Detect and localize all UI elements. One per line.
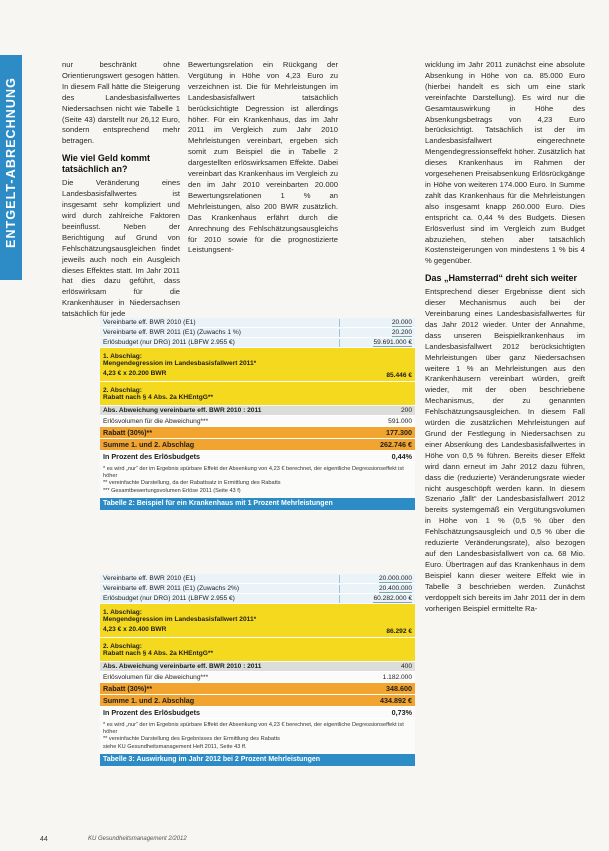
row-value: 59.691.000 € (373, 338, 412, 346)
row-value: 1.182.000 (382, 673, 412, 681)
table-footnotes (100, 463, 415, 498)
paragraph: wicklung im Jahr 2011 zunächst eine absolute Absenkung in Höhe von ca. 85.000 Euro (hierbei handelt es sich um eine stark vereinfachte Darstellung). Es wird nur die Gesamtauswirkung in Höhe des Absenkungsbetrags von 4,23 Euro berücksichtigt. Tatsächlich ist der im Landesbasisfallwert eingerechnete Mengendegressionseffekt höher. Zusätzlich hat dieses Krankenhaus im Rahmen der vorgesehenen Preisabsenkung Erlösrückgänge in Höhe von weiteren 174.000 Euro. In Summe zahlt das Krankenhaus für die Mehrleistungen also insgesamt knapp 260.000 Euro. Dies entspricht ca. 0,44 % des Budgets. Diesen Erlösverlust sind im Vergleich zum Budget abzuziehen, stehen aber tatsächlich Kostensteigerungen von mindestens 1 % bis 4 % gegenüber. (425, 60, 585, 266)
table-row (100, 574, 415, 584)
row-label: Erlösbudget (nur DRG) 2011 (LBFW 2.955 €) (103, 339, 235, 346)
row-value: 434.892 € (380, 696, 412, 705)
page-number: 44 (40, 836, 48, 843)
footnote: siehe KU Gesundheitsmanagement Heft 2011, Seite 43 ff. (103, 743, 247, 750)
footnote: * es wird „nur“ der im Ergebnis spürbare Effekt der Absenkung von 4,23 € berechnet, der eigentliche Degressionseffekt ist höher (103, 722, 404, 736)
abschlag-calc: 4,23 € x 20.200 BWR (103, 369, 167, 377)
table-row (100, 672, 415, 683)
row-label: Abs. Abweichung vereinbarte eff. BWR 2010 : 2011 (103, 663, 262, 670)
abschlag-subtitle: Rabatt nach § 4 Abs. 2a KHEntgG** (103, 393, 214, 401)
row-label: Vereinbarte eff. BWR 2011 (E1) (Zuwachs 2%) (103, 585, 240, 592)
footnote: *** Gesamtbewertungsvolumen Erlöse 2011 (Seite 43 f) (103, 487, 241, 494)
abschlag-value: 86.292 € (386, 628, 412, 635)
row-label: Summe 1. und 2. Abschlag (103, 696, 195, 705)
abschlag-1-block (100, 604, 415, 638)
table-footnotes (100, 719, 415, 754)
footnote: ** vereinfachte Darstellung, da der Rabattsatz in Ermittlung des Rabatts (103, 480, 281, 487)
row-label: Rabatt (30%)** (103, 428, 153, 437)
paragraph: Bewertungsrelation ein Rückgang der Vergütung in Höhe von 4,23 Euro zu verzeichnen ist. Die für Mehrleistungen im Landesbasisfallwert tatsächlich berücksichtigte Degression ist allerdings höher. Für ein Krankenhaus, das im Jahr 2011 im Vergleich zum Jahr 2010 Mehrleistungen vereinbart, ergeben sich somit zum Beispiel die in Tabelle 2 dargestellten erlöswirksamen Effekte. Dabei vereinbart das Krankenhaus im Vergleich zu den im Jahr 2010 vereinbarten 20.000 Bewertungsrelationen 1 % an Mehrleistungen, also 200 BWR zusätzlich. Das Krankenhaus erfährt durch die Anrechnung des Fehlschätzungsausgleichs für 2010 sowie für die prognostizierte Leistungsent- (188, 60, 338, 255)
row-label: Summe 1. und 2. Abschlag (103, 440, 195, 449)
footnote: * es wird „nur“ der im Ergebnis spürbare Effekt der Absenkung von 4,23 € berechnet, der eigentliche Degressionseffekt ist höher (103, 466, 404, 480)
section-heading: Das „Hamsterrad“ dreht sich weiter (425, 273, 578, 284)
table-row (100, 695, 415, 707)
section-label: ENTGELT-ABRECHNUNG (4, 77, 18, 248)
paragraph: Entsprechend dieser Ergebnisse dient sich dieser Mechanismus auch bei der Vereinbarung eines Landesbasisfallwertes für das Jahr 2012 wieder. Unter der Annahme, dass unseren Beispielkrankenhaus im Landesbasisfallwert 2012 berücksichtigten Mehrleistungen über ganz Niedersachsen weitere 1 % an Mehrleistungen aus den Krankenhäusern vereinbart würden, greift wieder, mit der oben beschriebene Mechanismus, der zu genannten Fehlschätzungsausgleichen. In diesem Fall würden die zusätzlichen Mehrleistungen auf Grund der Festlegung in Niedersachsen zu einer Absenkung des Landesbasisfallwertes in Höhe von 0,5 % führen. Bereits dieser Effekt wird dann erneut im Jahr 2012 dazu führen, dass die (reduzierte) Veränderungsrate wieder nicht ausgeschöpft werden kann. In diesem Szenario „fällt“ der Landesbasisfallwert 2012 bereits systemgemäß ein Vergütungsvolumen in Höhe von 1 % (0,5 % über den Fehlschätzungsausgleich und 0,5 % über die reduzierte Veränderungsrate), also bezogen auf den Landesbasisfallwert von ca. 68 Mio. Euro. Übertragen auf das Krankenhaus in dem Beispiel kann dieser weitere Effekt wie in Tabelle 3 beschrieben werden. Zunächst verdoppelt sich bereits im Jahr 2011 der in dem vorherigen Beispiel ermittelte Ra- (425, 287, 585, 613)
row-value: 60.282.000 € (373, 594, 412, 602)
table-caption: Tabelle 2: Beispiel für ein Krankenhaus mit 1 Prozent Mehrleistungen (100, 498, 415, 510)
abschlag-title: 1. Abschlag: (103, 352, 142, 360)
table-row (100, 662, 415, 672)
row-label: Erlösbudget (nur DRG) 2011 (LBFW 2.955 €) (103, 595, 235, 602)
text-column-2 (188, 60, 338, 312)
row-label: Vereinbarte eff. BWR 2010 (E1) (103, 575, 196, 582)
paragraph: Die Veränderung eines Landesbasisfallwertes ist insgesamt sehr kompliziert und wird durch zahlreiche Faktoren beeinflusst. Neben der Berichtigung auf Grund von Fehlschätzungsausgleichen findet jeweils auch noch ein Ausgleich dieses Effektes statt. Im Jahr 2011 hat dies dazu geführt, dass erlöswirksam für die Krankenhäuser in Niedersachsen tatsächlich für jede (62, 178, 180, 319)
row-value: 0,73% (391, 708, 412, 717)
abschlag-title: 2. Abschlag: (103, 386, 142, 394)
text-column-1 (62, 60, 180, 319)
table-row (100, 594, 415, 604)
table-row (100, 707, 415, 719)
paragraph: nur beschränkt ohne Orientierungswert gesogen hätten. In diesem Fall hätte die Steigerung des Landesbasisfallwertes Niedersachsen nicht wie Tabelle 1 (Seite 43) darstellt nur 26,12 Euro, sondern entsprechend mehr betragen. (62, 60, 180, 146)
section-heading: Wie viel Geld kommt tatsächlich an? (62, 153, 150, 175)
row-label: Abs. Abweichung vereinbarte eff. BWR 2010 : 2011 (103, 407, 262, 414)
row-value: 262.746 € (380, 440, 412, 449)
row-value: 20.200 (391, 328, 412, 336)
abschlag-calc: 4,23 € x 20.400 BWR (103, 625, 167, 633)
row-label: Erlösvolumen für die Abweichung*** (103, 673, 209, 681)
row-value: 400 (400, 663, 412, 670)
abschlag-value: 85.446 € (386, 372, 412, 379)
row-label: Erlösvolumen für die Abweichung*** (103, 417, 209, 425)
row-value: 20.000.000 (378, 574, 412, 582)
row-value: 200 (400, 407, 412, 414)
table-2 (100, 318, 415, 510)
footer-text: KU Gesundheitsmanagement 2/2012 (88, 836, 187, 842)
row-label: Vereinbarte eff. BWR 2010 (E1) (103, 319, 196, 326)
abschlag-title: 2. Abschlag: (103, 642, 142, 650)
row-value: 348.600 (386, 684, 412, 693)
table-row (100, 439, 415, 451)
table-row (100, 338, 415, 348)
table-row (100, 584, 415, 594)
row-label: Vereinbarte eff. BWR 2011 (E1) (Zuwachs 1 %) (103, 329, 241, 336)
table-row (100, 451, 415, 463)
text-column-3 (425, 60, 585, 830)
footnote: ** vereinfachte Darstellung des Ergebnisses der Ermittlung des Rabatts (103, 736, 280, 743)
abschlag-2-block (100, 382, 415, 406)
table-caption: Tabelle 3: Auswirkung im Jahr 2012 bei 2 Prozent Mehrleistungen (100, 754, 415, 766)
row-label: In Prozent des Erlösbudgets (103, 452, 201, 461)
table-row (100, 427, 415, 439)
table-row (100, 416, 415, 427)
row-value: 177.300 (386, 428, 412, 437)
row-label: In Prozent des Erlösbudgets (103, 708, 201, 717)
abschlag-subtitle: Rabatt nach § 4 Abs. 2a KHEntgG** (103, 649, 214, 657)
table-row (100, 683, 415, 695)
abschlag-subtitle: Mengendegression im Landesbasisfallwert 2011* (103, 359, 257, 367)
table-row (100, 318, 415, 328)
row-value: 20.000 (391, 318, 412, 326)
row-label: Rabatt (30%)** (103, 684, 153, 693)
table-row (100, 328, 415, 338)
row-value: 0,44% (391, 452, 412, 461)
abschlag-1-block (100, 348, 415, 382)
abschlag-title: 1. Abschlag: (103, 608, 142, 616)
row-value: 20.400.000 (378, 584, 412, 592)
row-value: 591.000 (388, 417, 412, 425)
table-row (100, 406, 415, 416)
table-3 (100, 574, 415, 766)
abschlag-2-block (100, 638, 415, 662)
abschlag-subtitle: Mengendegression im Landesbasisfallwert 2011* (103, 615, 257, 623)
